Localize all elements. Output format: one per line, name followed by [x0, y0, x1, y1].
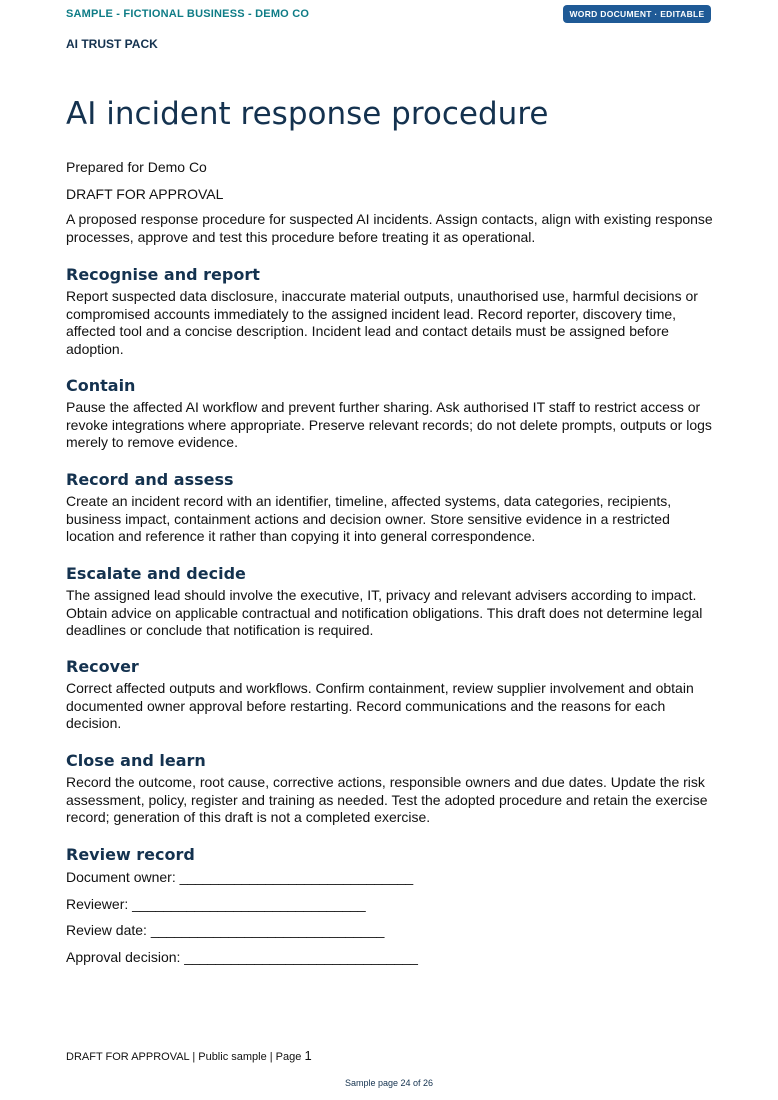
sample-page-indicator: Sample page 24 of 26 [344, 1078, 434, 1088]
brand-label: SAMPLE - FICTIONAL BUSINESS - DEMO CO [66, 8, 310, 20]
section-heading: Recognise and report [66, 265, 260, 284]
section-body: Correct affected outputs and workflows. Confirm containment, review supplier involvement and obtain documented owner approval before restarting. Record communications and the reasons for each decision. [66, 680, 694, 732]
reviewer-field: Reviewer: ______________________________ [66, 896, 366, 912]
section-heading: Recover [66, 657, 139, 676]
document-type-badge: WORD DOCUMENT · EDITABLE [563, 5, 711, 23]
section-heading: Record and assess [66, 470, 234, 489]
page-footer [66, 1048, 312, 1063]
document-owner-field: Document owner: ______________________________ [66, 869, 414, 885]
section-heading: Escalate and decide [66, 564, 246, 583]
section-body: Create an incident record with an identifier, timeline, affected systems, data categories, recipients, business impact, containment actions and decision owner. Store sensitive evidence in a restricted location and reference it rather than copying it into general correspondence. [66, 493, 672, 545]
review-record-heading: Review record [66, 845, 195, 864]
footer-note: DRAFT FOR APPROVAL | Public sample | Page [66, 1051, 302, 1063]
draft-status: DRAFT FOR APPROVAL [66, 186, 224, 202]
review-date-field: Review date: ______________________________ [66, 922, 385, 938]
section-body: The assigned lead should involve the executive, IT, privacy and relevant advisers according to impact. Obtain advice on applicable contractual and notification obligations. This draft does not determine legal deadlines or conclude that notification is required. [66, 587, 703, 639]
section-heading: Close and learn [66, 751, 206, 770]
page-number: 1 [304, 1048, 312, 1063]
pack-label: AI TRUST PACK [66, 37, 158, 51]
section-body: Report suspected data disclosure, inaccurate material outputs, unauthorised use, harmful decisions or compromised accounts immediately to the assigned incident lead. Record reporter, discovery time, affected tool and a concise description. Incident lead and contact details must be assigned before adoption. [66, 288, 698, 358]
document-title: AI incident response procedure [66, 96, 549, 132]
prepared-for: Prepared for Demo Co [66, 159, 207, 175]
section-heading: Contain [66, 376, 136, 395]
approval-decision-field: Approval decision: ______________________________ [66, 949, 418, 965]
section-body: Pause the affected AI workflow and prevent further sharing. Ask authorised IT staff to restrict access or revoke integrations where appropriate. Preserve relevant records; do not delete prompts, outputs or logs merely to remove evidence. [66, 399, 712, 451]
intro-paragraph: A proposed response procedure for suspected AI incidents. Assign contacts, align with existing response processes, approve and test this procedure before treating it as operational. [66, 211, 713, 245]
section-body: Record the outcome, root cause, corrective actions, responsible owners and due dates. Update the risk assessment, policy, register and training as needed. Test the adopted procedure and retain the exercise record; generation of this draft is not a completed exercise. [66, 774, 708, 826]
